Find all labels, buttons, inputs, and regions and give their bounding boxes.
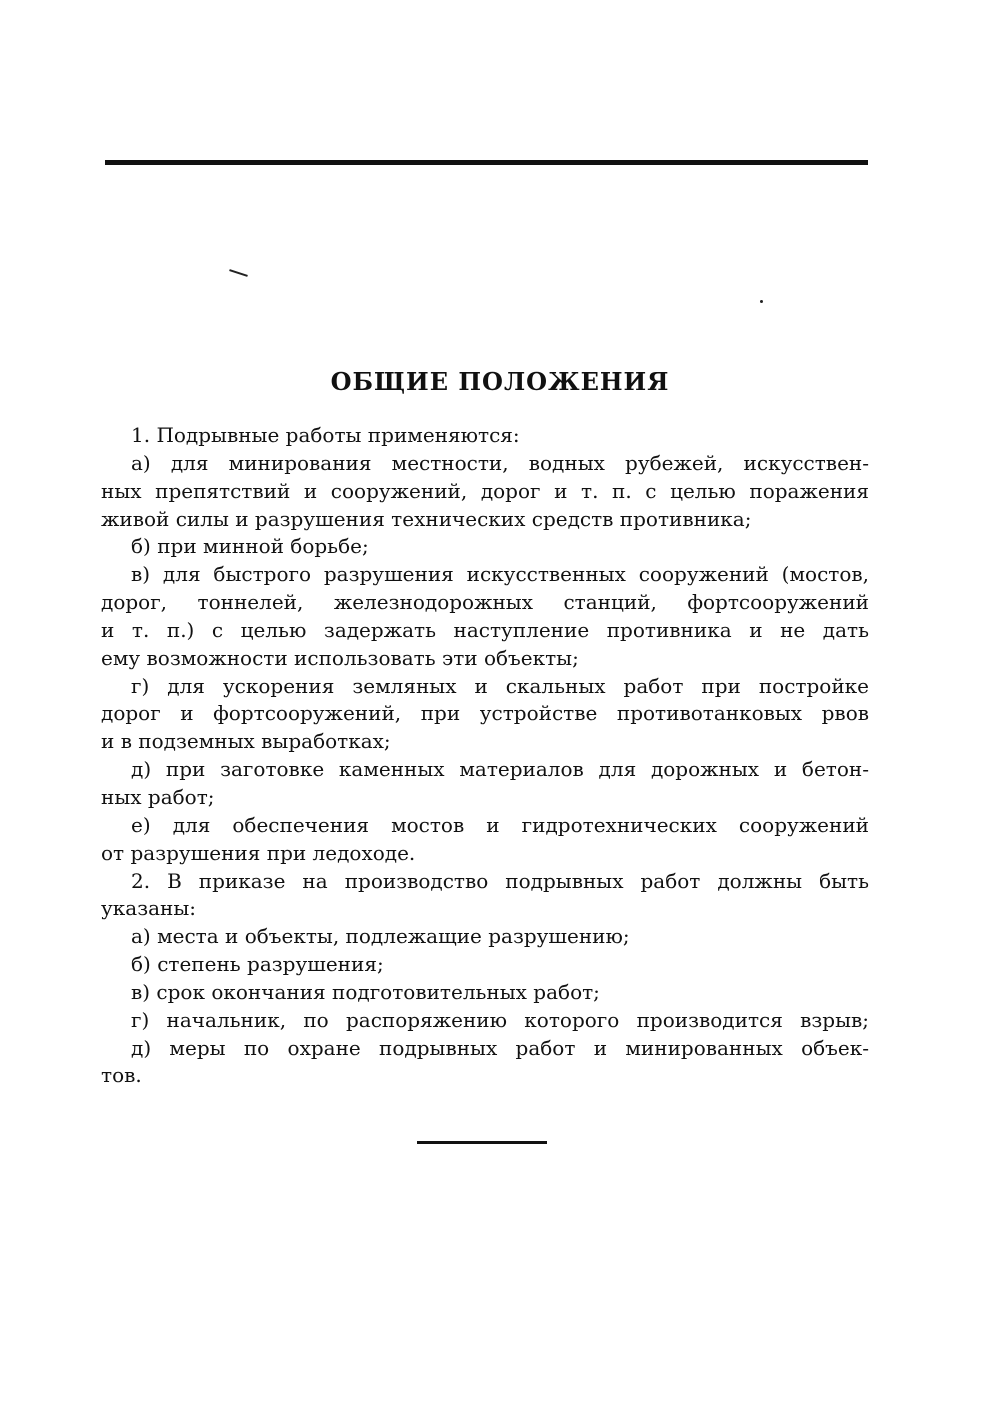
list-item-b: б) степень разрушения;: [131, 952, 384, 977]
list-item-g: г) для ускорения земляных и скальных работ при постройке: [131, 673, 869, 698]
list-item-e: е) для обеспечения мостов и гидротехнических сооружений: [131, 812, 869, 837]
print-speck: [760, 300, 763, 303]
text-line: ных работ;: [101, 784, 215, 809]
list-item-a: а) места и объекты, подлежащие разрушению;: [131, 924, 630, 949]
list-item-v: в) для быстрого разрушения искусственных сооружений (мостов,: [131, 562, 869, 587]
text-line: дорог, тоннелей, железнодорожных станций, фортсооружений: [101, 590, 869, 615]
text-line: от разрушения при ледоходе.: [101, 840, 416, 865]
top-rule: [105, 160, 868, 165]
print-speck: [229, 269, 248, 277]
text-line: и в подземных выработках;: [101, 729, 391, 754]
section-title: ОБЩИЕ ПОЛОЖЕНИЯ: [330, 367, 670, 396]
list-item-a: а) для минирования местности, водных рубежей, искусствен-: [131, 450, 869, 475]
text-line: живой силы и разрушения технических средств противника;: [101, 506, 752, 531]
text-line: ему возможности использовать эти объекты;: [101, 645, 579, 670]
list-item-d: д) меры по охране подрывных работ и минированных объек-: [131, 1035, 869, 1060]
text-line: дорог и фортсооружений, при устройстве противотанковых рвов: [101, 701, 869, 726]
text-line: ных препятствий и сооружений, дорог и т. п. с целью поражения: [101, 478, 869, 503]
bottom-rule: [417, 1141, 547, 1144]
list-item-b: б) при минной борьбе;: [131, 534, 369, 559]
body-text: [101, 422, 869, 1090]
paragraph-2-heading: 2. В приказе на производство подрывных работ должны быть: [131, 868, 869, 893]
list-item-v: в) срок окончания подготовительных работ;: [131, 979, 600, 1004]
text-line: указаны:: [101, 896, 197, 921]
paragraph-1-heading: 1. Подрывные работы применяются:: [131, 423, 520, 447]
text-line: и т. п.) с целью задержать наступление противника и не дать: [101, 617, 869, 642]
list-item-d: д) при заготовке каменных материалов для дорожных и бетон-: [131, 757, 869, 782]
list-item-g: г) начальник, по распоряжению которого производится взрыв;: [131, 1007, 869, 1032]
text-line: тов.: [101, 1063, 142, 1088]
